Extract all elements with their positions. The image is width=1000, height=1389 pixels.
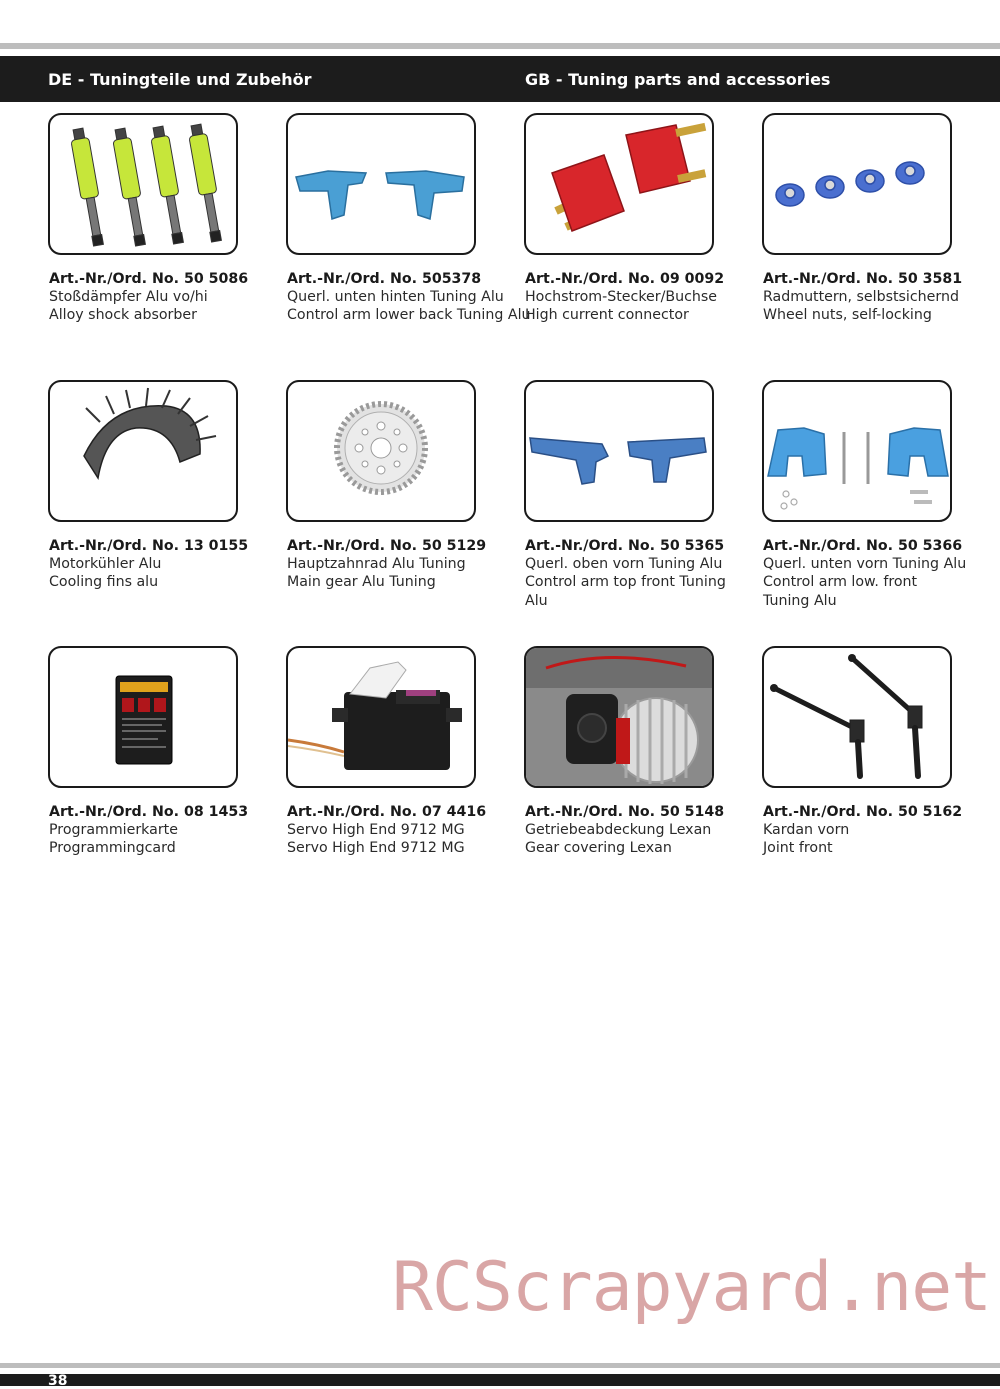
name-de: Hauptzahnrad Alu Tuning xyxy=(287,556,466,573)
product-caption xyxy=(763,537,999,610)
name-gb: Control arm top front Tuning xyxy=(525,574,726,591)
servo-icon xyxy=(286,646,476,788)
product-caption xyxy=(49,537,285,592)
product-caption xyxy=(525,270,761,325)
name-de: Stoßdämpfer Alu vo/hi xyxy=(49,289,208,306)
gear-icon xyxy=(286,380,476,522)
wheel-nut-icon xyxy=(762,113,952,255)
name-gb: Alloy shock absorber xyxy=(49,307,197,324)
name-de: Radmuttern, selbstsichernd xyxy=(763,289,959,306)
name-de: Hochstrom-Stecker/Buchse xyxy=(525,289,718,306)
product-caption xyxy=(49,803,285,858)
article-number: Art.-Nr./Ord. No. 50 5086 xyxy=(49,271,249,287)
article-number: Art.-Nr./Ord. No. 50 3581 xyxy=(763,271,963,287)
name-de: Servo High End 9712 MG xyxy=(287,822,465,839)
name-gb: Control arm low. front xyxy=(763,574,918,591)
drive-shaft-icon xyxy=(762,646,952,788)
name-gb: High current connector xyxy=(525,307,689,324)
page-number: 38 xyxy=(48,1373,68,1389)
name-gb-cont: Tuning Alu xyxy=(763,592,837,609)
header-title-de: DE - Tuningteile und Zubehör xyxy=(48,70,312,89)
article-number: Art.-Nr./Ord. No. 13 0155 xyxy=(49,538,249,554)
footer-bar xyxy=(0,1373,1000,1389)
article-number: Art.-Nr./Ord. No. 07 4416 xyxy=(287,804,487,820)
name-gb: Control arm lower back Tuning Alu xyxy=(287,307,531,324)
name-gb: Wheel nuts, self-locking xyxy=(763,307,932,324)
program-card-icon xyxy=(48,646,238,788)
article-number: Art.-Nr./Ord. No. 50 5162 xyxy=(763,804,963,820)
product-caption xyxy=(763,803,999,858)
article-number: Art.-Nr./Ord. No. 505378 xyxy=(287,271,482,287)
article-number: Art.-Nr./Ord. No. 09 0092 xyxy=(525,271,725,287)
top-rule xyxy=(0,43,1000,49)
name-de: Programmierkarte xyxy=(49,822,178,839)
product-caption xyxy=(763,270,999,325)
control-arm-front-icon xyxy=(762,380,952,522)
name-de: Querl. oben vorn Tuning Alu xyxy=(525,556,723,573)
name-gb: Programmingcard xyxy=(49,840,176,857)
section-header xyxy=(0,56,1000,102)
article-number: Art.-Nr./Ord. No. 08 1453 xyxy=(49,804,249,820)
product-caption xyxy=(287,270,531,325)
name-de: Kardan vorn xyxy=(763,822,850,839)
name-gb-cont: Alu xyxy=(525,592,548,609)
product-caption xyxy=(49,270,285,325)
name-gb: Joint front xyxy=(763,840,833,857)
shock-absorber-icon xyxy=(48,113,238,255)
name-de: Motorkühler Alu xyxy=(49,556,162,573)
header-title-gb: GB - Tuning parts and accessories xyxy=(525,70,831,89)
name-gb: Gear covering Lexan xyxy=(525,840,672,857)
article-number: Art.-Nr./Ord. No. 50 5148 xyxy=(525,804,725,820)
bottom-rule xyxy=(0,1363,1000,1368)
article-number: Art.-Nr./Ord. No. 50 5129 xyxy=(287,538,487,554)
connector-icon xyxy=(524,113,714,255)
control-arm-icon xyxy=(286,113,476,255)
cooling-fins-icon xyxy=(48,380,238,522)
product-caption xyxy=(287,537,523,592)
article-number: Art.-Nr./Ord. No. 50 5365 xyxy=(525,538,725,554)
name-gb: Cooling fins alu xyxy=(49,574,159,591)
name-de: Getriebeabdeckung Lexan xyxy=(525,822,712,839)
watermark-text: RCScrapyard.net xyxy=(392,1248,992,1327)
product-caption xyxy=(287,803,523,858)
name-gb: Main gear Alu Tuning xyxy=(287,574,436,591)
product-caption xyxy=(525,803,761,858)
gear-cover-icon xyxy=(524,646,714,788)
control-arm-top-icon xyxy=(524,380,714,522)
product-caption xyxy=(525,537,761,610)
name-de: Querl. unten hinten Tuning Alu xyxy=(287,289,504,306)
article-number: Art.-Nr./Ord. No. 50 5366 xyxy=(763,538,963,554)
name-de: Querl. unten vorn Tuning Alu xyxy=(763,556,967,573)
name-gb: Servo High End 9712 MG xyxy=(287,840,465,857)
